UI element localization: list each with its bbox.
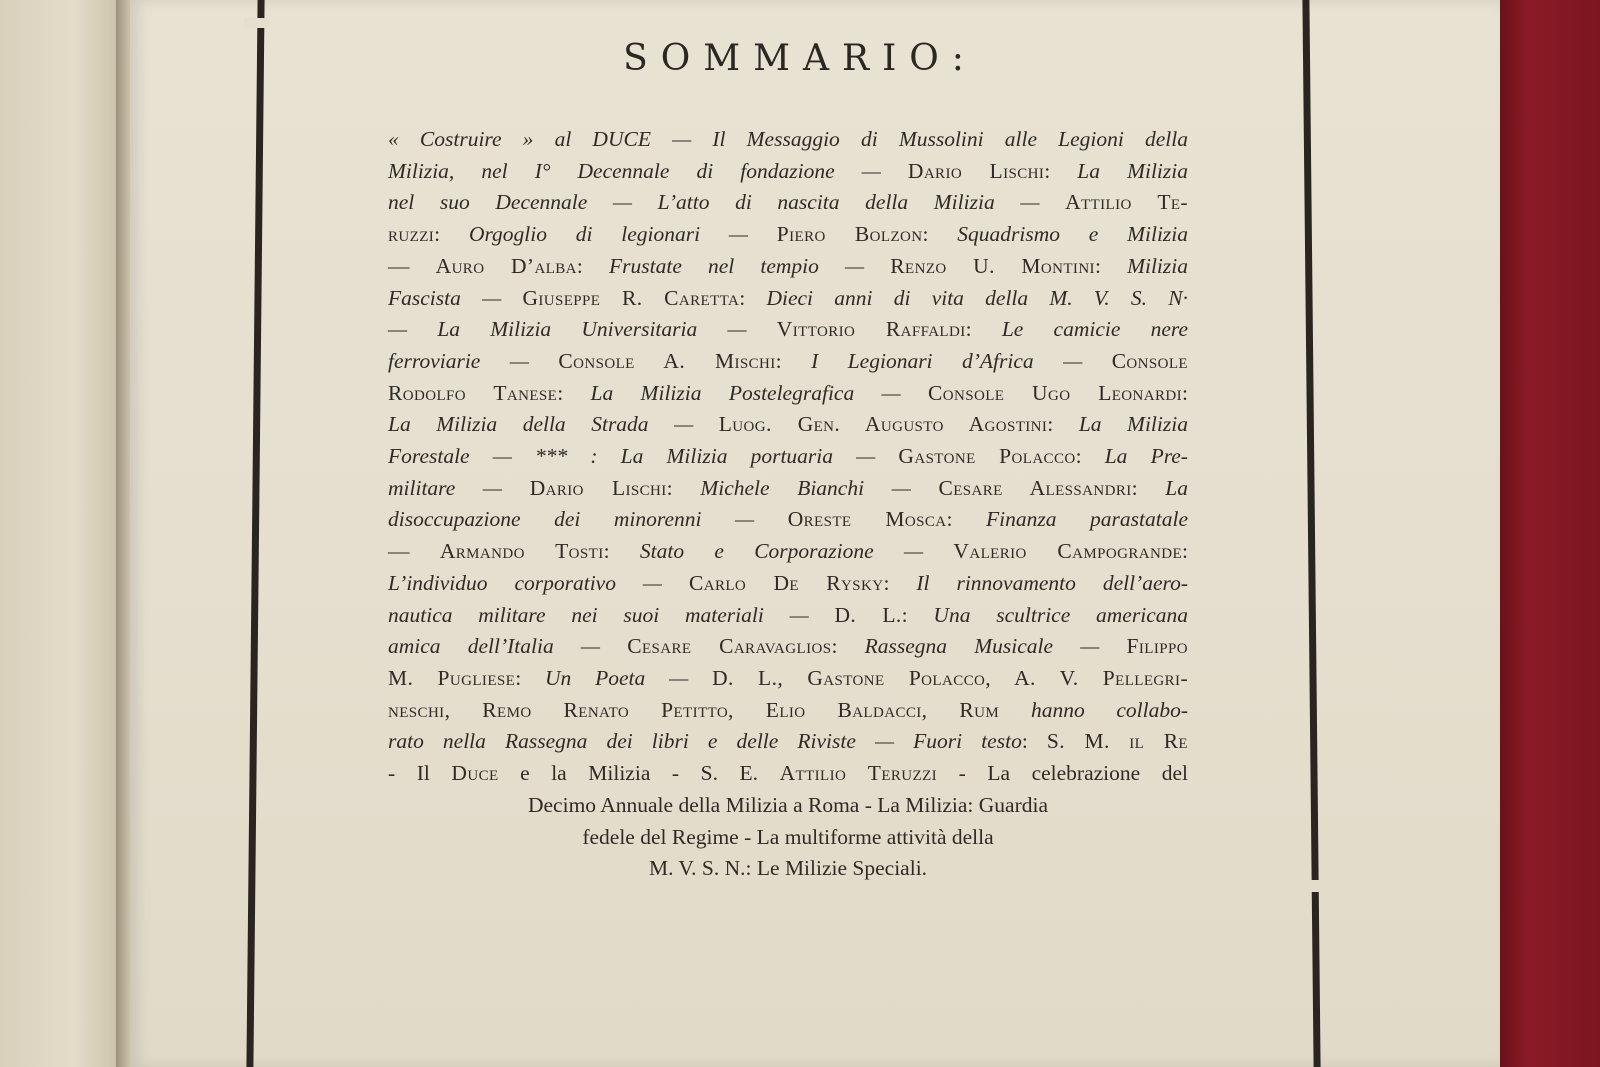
article-title: La Milizia bbox=[1077, 158, 1188, 183]
separator-text: : bbox=[739, 285, 767, 310]
author-name: Rodolfo Tanese bbox=[388, 380, 558, 405]
left-page bbox=[0, 0, 124, 1067]
author-name: Oreste Mosca bbox=[787, 507, 947, 532]
author-name: Giuseppe R. Caretta bbox=[522, 285, 740, 310]
separator-text: : bbox=[1131, 475, 1166, 500]
summary-line bbox=[388, 251, 1188, 283]
author-name: Renzo U. Montini bbox=[890, 253, 1095, 278]
article-title: Una scultrice americana bbox=[933, 602, 1188, 627]
article-title: — La Milizia Universitaria — bbox=[388, 317, 777, 342]
article-title: disoccupazione dei minorenni — bbox=[388, 507, 788, 532]
separator-text: : bbox=[901, 602, 934, 627]
article-title: ferroviarie — bbox=[388, 348, 559, 373]
summary-line bbox=[388, 473, 1188, 505]
summary-line bbox=[388, 441, 1188, 473]
author-name: Armando Tosti bbox=[439, 539, 604, 564]
article-title: Rassegna Musicale — bbox=[864, 634, 1127, 659]
article-title: Finanza parastatale bbox=[986, 507, 1189, 532]
closing-line: fedele del Regime - La multiforme attività della bbox=[582, 824, 994, 849]
author-name: D. L., Gastone Polacco, A. V. Pellegri- bbox=[712, 665, 1189, 690]
article-title: Dieci anni di vita della M. V. S. N· bbox=[766, 285, 1188, 310]
summary-line bbox=[388, 124, 1188, 156]
separator-text: : bbox=[576, 253, 609, 278]
article-title: Squadrismo e Milizia bbox=[957, 222, 1189, 247]
separator-text: : bbox=[1182, 380, 1188, 405]
separator-text: : bbox=[1021, 729, 1047, 754]
summary-line bbox=[388, 536, 1188, 568]
article-title: Milizia, nel I° Decennale di fondazione — bbox=[388, 158, 908, 183]
separator-text: : bbox=[434, 222, 469, 247]
separator-text: : bbox=[946, 507, 987, 532]
separator-text: : bbox=[965, 317, 1002, 342]
author-name: Attilio Teruzzi bbox=[779, 761, 938, 786]
article-title: Milizia bbox=[1127, 253, 1188, 278]
article-title: nel suo Decennale — L’atto di nascita della Milizia — bbox=[388, 190, 1066, 215]
author-name: Piero Bolzon bbox=[776, 222, 923, 247]
summary-line bbox=[388, 283, 1188, 315]
author-name: neschi, Remo Renato Petitto, Elio Baldacci, Rum bbox=[388, 697, 1032, 722]
frame-border-gap bbox=[244, 18, 268, 28]
article-title: Le camicie nere bbox=[1001, 317, 1188, 342]
book-cover-edge bbox=[1490, 0, 1600, 1067]
author-name: Cesare Caravaglios bbox=[627, 634, 832, 659]
summary-line bbox=[388, 314, 1188, 346]
summary-line bbox=[388, 726, 1188, 758]
separator-text: : bbox=[831, 634, 865, 659]
separator-text: e la Milizia - S. E. bbox=[498, 761, 780, 786]
article-title: Forestale — *** : La Milizia portuaria — bbox=[388, 444, 899, 469]
article-title: La Pre- bbox=[1104, 444, 1188, 469]
article-title: militare — bbox=[388, 475, 530, 500]
separator-text: : bbox=[603, 539, 640, 564]
article-title: Stato e Corporazione — bbox=[639, 539, 954, 564]
summary-line bbox=[388, 695, 1188, 727]
author-name: Auro D’alba bbox=[435, 253, 577, 278]
article-title: hanno collabo- bbox=[1031, 697, 1188, 722]
author-name: Luog. Gen. Augusto Agostini bbox=[718, 412, 1048, 437]
separator-text: : bbox=[922, 222, 958, 247]
article-title: amica dell’Italia — bbox=[388, 634, 628, 659]
article-title: La bbox=[1165, 475, 1189, 500]
separator-text: : bbox=[557, 380, 591, 405]
author-name: Carlo De Rysky bbox=[688, 570, 884, 595]
summary-line bbox=[388, 568, 1188, 600]
separator-text: : bbox=[775, 348, 812, 373]
author-name: M. Pugliese bbox=[388, 665, 516, 690]
separator-text: — bbox=[388, 253, 436, 278]
page-title: SOMMARIO: bbox=[623, 38, 977, 79]
article-title: « Costruire » al DUCE — Il Messaggio di Mussolini alle Legioni della bbox=[388, 127, 1188, 151]
author-name: ruzzi bbox=[388, 222, 435, 247]
article-title: I Legionari d’Africa — bbox=[811, 348, 1112, 373]
article-title: Fascista — bbox=[388, 285, 523, 310]
author-name: Duce bbox=[451, 761, 499, 786]
summary-line bbox=[388, 663, 1188, 695]
separator-text: : bbox=[1047, 412, 1079, 437]
author-name: Valerio Campogrande bbox=[953, 539, 1183, 564]
summary-line bbox=[388, 156, 1188, 188]
author-name: Attilio Te- bbox=[1065, 190, 1188, 215]
article-title: La Milizia della Strada — bbox=[388, 412, 719, 437]
separator-text: : bbox=[883, 570, 917, 595]
separator-text: — bbox=[388, 539, 440, 564]
summary-closing bbox=[388, 790, 1188, 885]
article-title: Michele Bianchi — bbox=[700, 475, 939, 500]
closing-line: Decimo Annuale della Milizia a Roma - La Milizia: Guardia bbox=[527, 793, 1048, 817]
author-name: Dario Lischi bbox=[907, 158, 1045, 183]
summary-line bbox=[388, 219, 1188, 251]
summary-line bbox=[388, 600, 1188, 632]
summary-line bbox=[388, 346, 1188, 378]
article-title: Orgoglio di legionari — bbox=[468, 222, 777, 247]
closing-line: M. V. S. N.: Le Milizie Speciali. bbox=[648, 856, 928, 881]
summary-body bbox=[388, 124, 1188, 790]
frame-border-gap bbox=[1300, 880, 1324, 892]
separator-text: : bbox=[666, 475, 701, 500]
author-name: Console bbox=[1111, 348, 1188, 373]
separator-text: : bbox=[1094, 253, 1128, 278]
author-name: Console Ugo Leonardi bbox=[928, 380, 1183, 405]
article-title: Il rinnovamento dell’aero- bbox=[916, 570, 1188, 595]
author-name: Vittorio Raffaldi bbox=[776, 317, 966, 342]
article-title: La Milizia Postelegrafica — bbox=[590, 380, 929, 405]
summary-line bbox=[388, 378, 1188, 410]
summary-line bbox=[388, 409, 1188, 441]
article-title: L’individuo corporativo — bbox=[388, 570, 689, 595]
article-title: nautica militare nei suoi materiali — bbox=[388, 602, 835, 627]
author-name: S. M. il Re bbox=[1046, 729, 1188, 754]
separator-text: : bbox=[1044, 158, 1078, 183]
summary-line bbox=[388, 187, 1188, 219]
article-title: Un Poeta — bbox=[545, 665, 713, 690]
author-name: Cesare Alessandri bbox=[938, 475, 1132, 500]
author-name: Filippo bbox=[1126, 634, 1188, 659]
summary-line bbox=[388, 758, 1188, 790]
separator-text: - La celebrazione del bbox=[937, 761, 1189, 786]
article-title: rato nella Rassegna dei libri e delle Riviste — Fuori testo bbox=[388, 729, 1022, 754]
summary-line bbox=[388, 504, 1188, 536]
separator-text: : bbox=[515, 665, 546, 690]
separator-text: - Il bbox=[388, 761, 452, 786]
separator-text: : bbox=[1182, 539, 1188, 564]
summary-line bbox=[388, 631, 1188, 663]
author-name: Gastone Polacco bbox=[898, 444, 1076, 469]
author-name: Dario Lischi bbox=[529, 475, 667, 500]
article-title: Frustate nel tempio — bbox=[609, 253, 891, 278]
author-name: Console A. Mischi bbox=[558, 348, 776, 373]
author-name: D. L. bbox=[834, 602, 902, 627]
article-title: La Milizia bbox=[1078, 412, 1188, 437]
separator-text: : bbox=[1075, 444, 1105, 469]
